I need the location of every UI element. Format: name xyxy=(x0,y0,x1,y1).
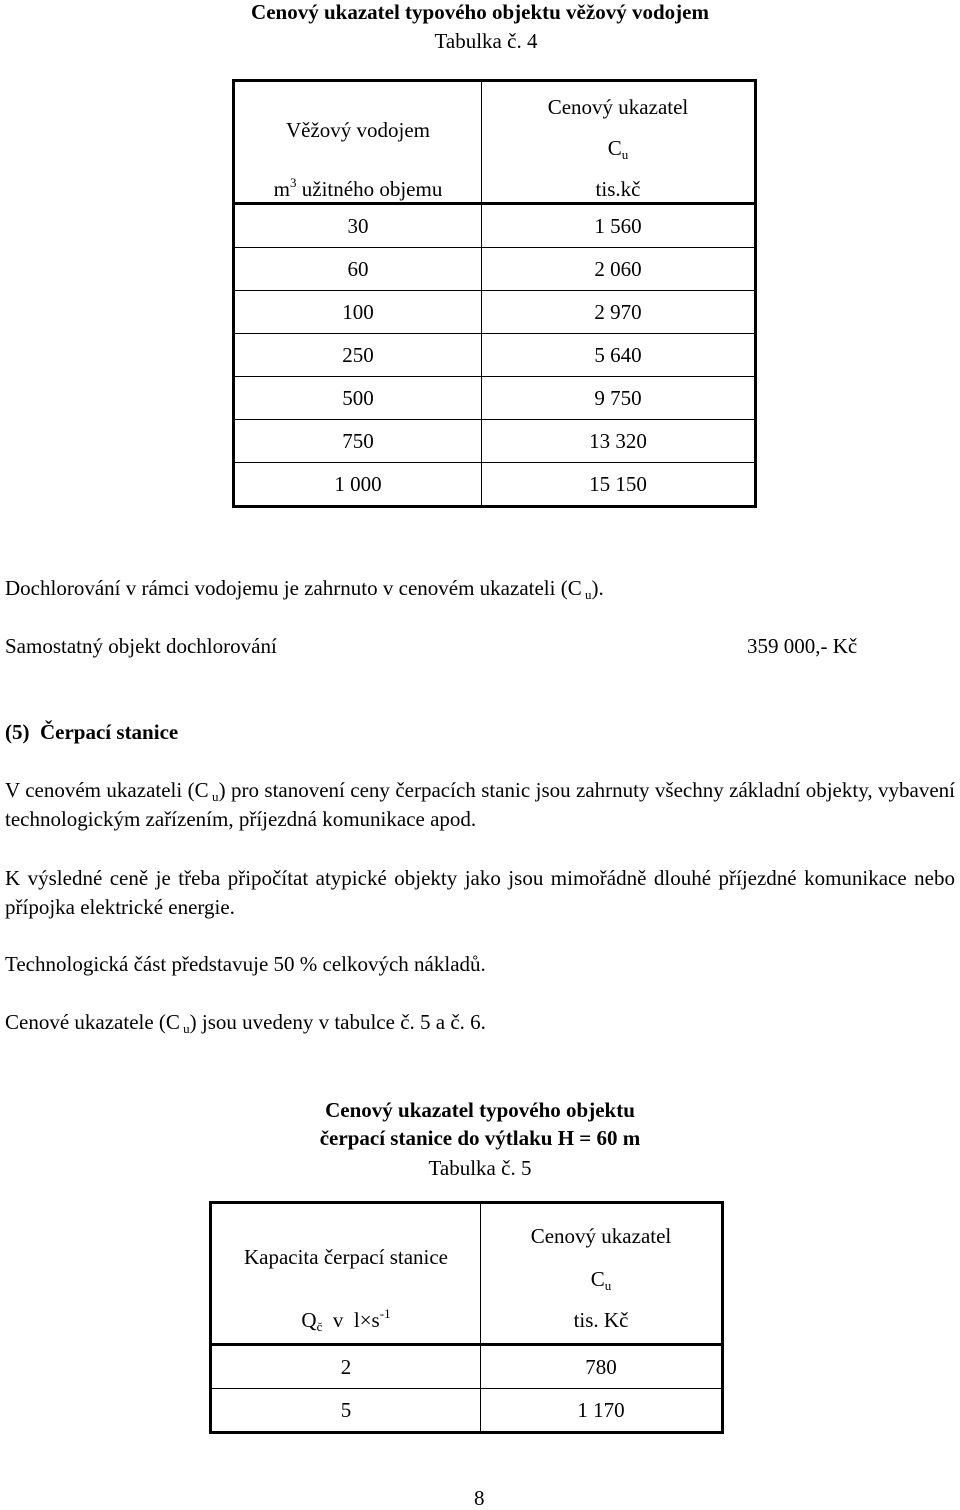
table4-header-volume-unit: $m^3$ užitného objemu xyxy=(273,175,443,201)
table-row xyxy=(211,1345,723,1389)
table5-header-capacity xyxy=(211,1203,481,1345)
table-row xyxy=(234,291,756,334)
table4-header-price-symbol: $C_u$ xyxy=(607,136,629,162)
price-cell: 5 640 xyxy=(482,334,756,377)
chlorination-note: Dochlorování v rámci vodojemu je zahrnuto v cenovém ukazateli (C $_u$). xyxy=(5,576,604,602)
table4-header-price-unit: tis.kč xyxy=(595,177,641,201)
table-row xyxy=(234,334,756,377)
table5-title-line1: Cenový ukazatel typového objektu xyxy=(325,1098,635,1122)
volume-cell: 750 xyxy=(234,420,482,463)
table5 xyxy=(209,1201,724,1434)
table-row xyxy=(211,1389,723,1433)
section5-paragraph-3: Technologická část představuje 50 % celkových nákladů. xyxy=(5,952,486,976)
volume-cell: 1 000 xyxy=(234,463,482,507)
section5-paragraph-4: Cenové ukazatele (C $_u$) jsou uvedeny v tabulce č. 5 a č. 6. xyxy=(5,1010,486,1036)
price-cell: 15 150 xyxy=(482,463,756,507)
price-cell: 2 970 xyxy=(482,291,756,334)
table5-header-row xyxy=(211,1203,723,1345)
section5-paragraph-1: V cenovém ukazateli (C $_u$) pro stanovení ceny čerpacích stanic jsou zahrnuty všechny základní objekty, vybavení technologickým zařízením, příjezdná komunikace apod. xyxy=(5,778,955,831)
separate-object-price: 359 000,- Kč xyxy=(747,634,858,658)
table4 xyxy=(232,79,757,508)
table5-header-price-label: Cenový ukazatel xyxy=(530,1224,672,1248)
table5-header-capacity-unit: $Q_č$ v $l\times s^{-1}$ xyxy=(301,1306,391,1334)
price-cell: 780 xyxy=(481,1345,723,1389)
volume-cell: 500 xyxy=(234,377,482,420)
price-cell: 2 060 xyxy=(482,248,756,291)
table5-title-line2: čerpací stanice do výtlaku H = 60 m xyxy=(319,1126,641,1150)
price-cell: 1 170 xyxy=(481,1389,723,1433)
volume-cell: 30 xyxy=(234,204,482,248)
page-number: 8 xyxy=(474,1486,485,1510)
table4-header-price-label: Cenový ukazatel xyxy=(547,95,689,119)
table4-header-price xyxy=(482,81,756,204)
table5-caption: Tabulka č. 5 xyxy=(428,1156,532,1180)
table4-header-row xyxy=(234,81,756,204)
table4-title: Cenový ukazatel typového objektu věžový vodojem xyxy=(251,0,709,24)
table-row xyxy=(234,377,756,420)
table5-header-price xyxy=(481,1203,723,1345)
capacity-cell: 2 xyxy=(211,1345,481,1389)
capacity-cell: 5 xyxy=(211,1389,481,1433)
table4-header-volume xyxy=(234,81,482,204)
table5-header-capacity-label: Kapacita čerpací stanice xyxy=(243,1245,449,1269)
table-row xyxy=(234,204,756,248)
table4-header-volume-label: Věžový vodojem xyxy=(285,118,431,142)
table5-header-price-unit: tis. Kč xyxy=(573,1308,629,1332)
price-cell: 13 320 xyxy=(482,420,756,463)
price-cell: 1 560 xyxy=(482,204,756,248)
volume-cell: 60 xyxy=(234,248,482,291)
section5-paragraph-2: K výsledné ceně je třeba připočítat atypické objekty jako jsou mimořádně dlouhé příjezdné komunikace nebo přípojka elektrické energie. xyxy=(5,866,955,919)
table-row xyxy=(234,248,756,291)
separate-object-label: Samostatný objekt dochlorování xyxy=(5,634,277,658)
table-row xyxy=(234,463,756,507)
table4-caption: Tabulka č. 4 xyxy=(434,29,538,53)
price-cell: 9 750 xyxy=(482,377,756,420)
section5-heading: (5) Čerpací stanice xyxy=(5,720,179,744)
volume-cell: 100 xyxy=(234,291,482,334)
table5-header-price-symbol: $C_u$ xyxy=(590,1267,612,1293)
table-row xyxy=(234,420,756,463)
volume-cell: 250 xyxy=(234,334,482,377)
